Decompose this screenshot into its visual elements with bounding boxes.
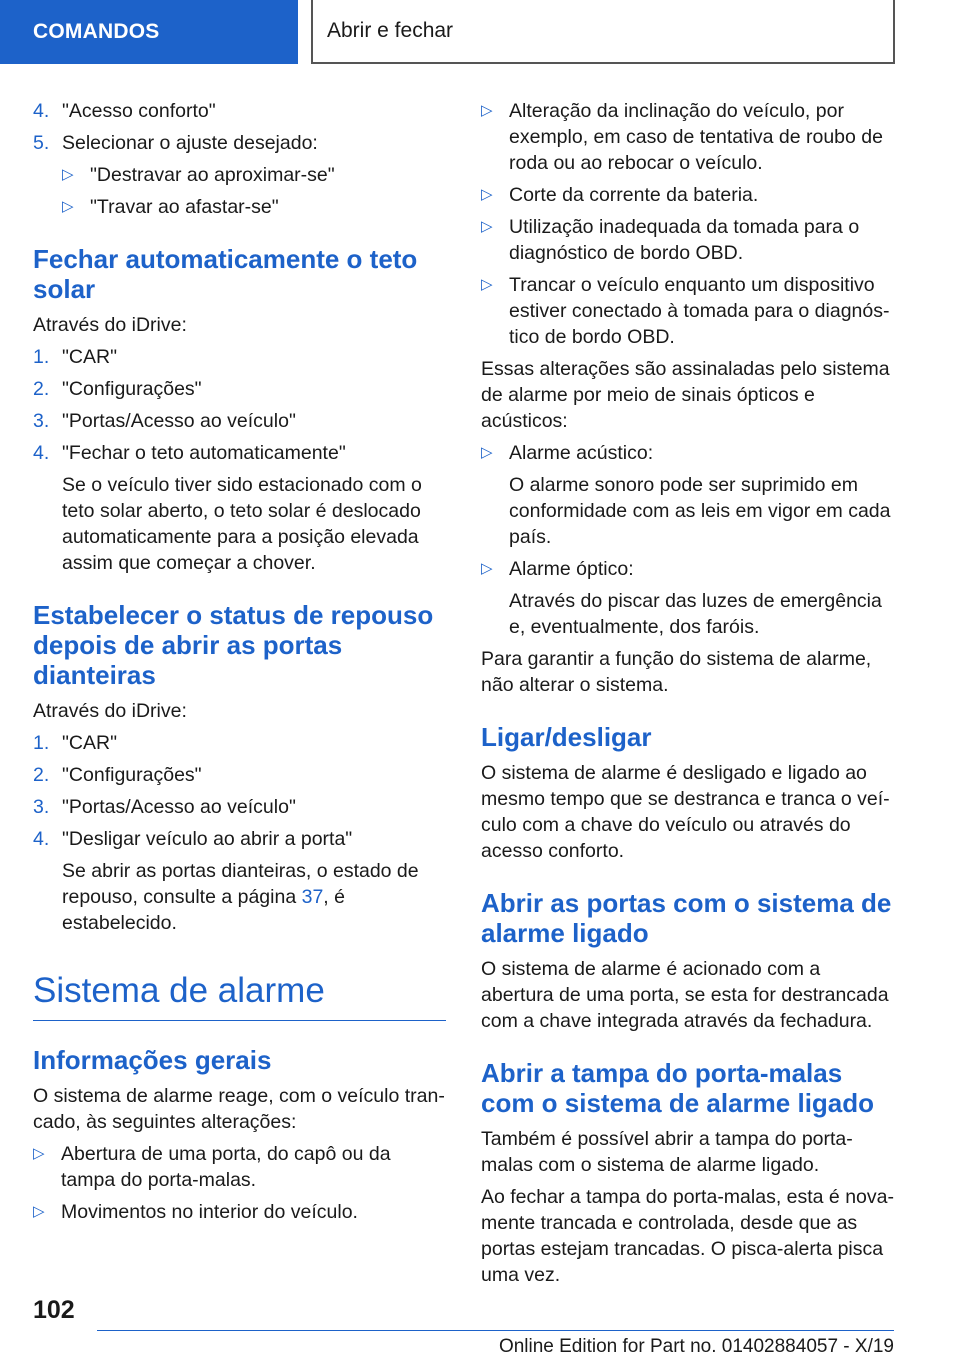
item-text: Movimentos no interior do veículo.	[61, 1201, 358, 1223]
item-number: 4.	[33, 828, 50, 850]
edition-note: Online Edition for Part no. 01402884057 - X/19	[498, 1336, 894, 1357]
bullet-triangle-icon: ▷	[481, 218, 493, 235]
footer-divider	[97, 1330, 894, 1331]
item-text: "Destravar ao aproximar-se"	[90, 164, 335, 186]
bullet-item	[33, 1141, 446, 1193]
bullet-triangle-icon: ▷	[62, 198, 74, 215]
item-number: 4.	[33, 100, 50, 122]
item-text: "Fechar o teto automaticamente"	[62, 442, 346, 464]
page-reference-link[interactable]: 37	[301, 886, 324, 908]
bullet-triangle-icon: ▷	[481, 276, 493, 293]
item-text: "Desligar veículo ao abrir a porta"	[62, 828, 353, 850]
item-text: "CAR"	[62, 346, 118, 368]
item-text: Trancar o veículo enquanto um dispositivo estiver conectado à tomada para o diagnóstico de bordo OBD.	[509, 274, 890, 348]
bullet-triangle-icon: ▷	[481, 102, 493, 119]
chapter-title: Abrir e fechar	[311, 0, 895, 64]
section-heading: Ligar/desligar	[481, 722, 652, 752]
bullet-triangle-icon: ▷	[481, 560, 493, 577]
list-item	[33, 794, 446, 820]
section-heading: Estabelecer o status de repouso depois de abrir as portas dianteiras	[33, 600, 434, 690]
bullet-item	[481, 556, 896, 582]
paragraph: Ao fechar a tampa do porta-malas, esta é novamente trancada e controlada, desde que as portas estejam trancadas. O pisca-alerta pisca uma vez.	[481, 1186, 894, 1286]
right-column	[481, 98, 896, 1294]
section-heading: Abrir a tampa do porta-malas com o sistema de alarme ligado	[481, 1058, 875, 1118]
item-number: 3.	[33, 410, 50, 432]
note-text: Se abrir as portas dianteiras, o estado de repouso, consulte a página	[62, 860, 419, 908]
item-text: Corte da corrente da bateria.	[509, 184, 759, 206]
section-heading: Informações gerais	[33, 1045, 272, 1075]
list-item	[33, 130, 446, 156]
bullet-item	[481, 272, 896, 350]
list-item	[33, 762, 446, 788]
item-note: O alarme sonoro pode ser suprimido em conformidade com as leis em vigor em cada país.	[509, 474, 891, 548]
bullet-triangle-icon: ▷	[62, 166, 74, 183]
sub-list-item	[62, 162, 446, 188]
bullet-item	[481, 98, 896, 176]
page-number: 102	[33, 1296, 75, 1324]
list-item	[33, 826, 446, 852]
item-number: 2.	[33, 378, 50, 400]
item-text: "Configurações"	[62, 764, 202, 786]
item-number: 3.	[33, 796, 50, 818]
paragraph: Através do iDrive:	[33, 314, 187, 336]
item-text: Alarme óptico:	[509, 558, 634, 580]
left-column	[33, 98, 446, 1231]
item-number: 1.	[33, 346, 50, 368]
item-text: "Portas/Acesso ao veículo"	[62, 796, 296, 818]
item-number: 4.	[33, 442, 50, 464]
paragraph: O sistema de alarme é acionado com a abertura de uma porta, se esta for destrancada com a chave integrada através da fechadura.	[481, 958, 889, 1032]
list-item	[33, 376, 446, 402]
item-note: Se o veículo tiver sido estacionado com o teto solar aberto, o teto solar é deslocado automaticamente para a posição elevada assim que começar a chover.	[62, 474, 422, 574]
item-text: "CAR"	[62, 732, 118, 754]
paragraph: Essas alterações são assinaladas pelo sistema de alarme por meio de sinais ópticos e acústicos:	[481, 358, 890, 432]
bullet-triangle-icon: ▷	[481, 186, 493, 203]
list-item	[33, 730, 446, 756]
item-number: 1.	[33, 732, 50, 754]
item-note: Através do piscar das luzes de emergência e, eventualmente, dos faróis.	[509, 590, 882, 638]
bullet-item	[481, 182, 896, 208]
bullet-item	[481, 214, 896, 266]
page-header	[0, 0, 960, 66]
item-note	[62, 858, 446, 936]
paragraph: O sistema de alarme é desligado e ligado ao mesmo tempo que se destranca e tranca o veículo com a chave do veículo ou através do acesso conforto.	[481, 762, 890, 862]
chapter-heading: Sistema de alarme	[33, 970, 446, 1021]
item-text: Alarme acústico:	[509, 442, 654, 464]
item-text: Utilização inadequada da tomada para o diagnóstico de bordo OBD.	[509, 216, 860, 264]
list-item	[33, 344, 446, 370]
section-tab: COMANDOS	[0, 0, 298, 64]
paragraph: O sistema de alarme reage, com o veículo trancado, às seguintes alterações:	[33, 1085, 445, 1133]
item-number: 5.	[33, 132, 50, 154]
bullet-triangle-icon: ▷	[33, 1203, 45, 1220]
list-item	[33, 408, 446, 434]
bullet-triangle-icon: ▷	[481, 444, 493, 461]
item-text: Abertura de uma porta, do capô ou da tampa do porta-malas.	[61, 1143, 391, 1191]
section-heading: Abrir as portas com o sistema de alarme ligado	[481, 888, 892, 948]
item-text: "Portas/Acesso ao veículo"	[62, 410, 296, 432]
item-text: "Acesso conforto"	[62, 100, 216, 122]
paragraph: Para garantir a função do sistema de alarme, não alterar o sistema.	[481, 648, 872, 696]
item-text: "Configurações"	[62, 378, 202, 400]
bullet-item	[33, 1199, 446, 1225]
note-text: , é estabelecido.	[62, 886, 345, 934]
item-text: Alteração da inclinação do veículo, por exemplo, em caso de tentativa de roubo de roda ou ao rebocar o veículo.	[509, 100, 883, 174]
item-number: 2.	[33, 764, 50, 786]
item-text: Selecionar o ajuste desejado:	[62, 132, 318, 154]
paragraph: Também é possível abrir a tampa do porta-malas com o sistema de alarme ligado.	[481, 1128, 853, 1176]
bullet-triangle-icon: ▷	[33, 1145, 45, 1162]
list-item	[33, 440, 446, 466]
item-text: "Travar ao afastar-se"	[90, 196, 279, 218]
paragraph: Através do iDrive:	[33, 700, 187, 722]
bullet-item	[481, 440, 896, 466]
list-item	[33, 98, 446, 124]
section-heading: Fechar automaticamente o teto solar	[33, 244, 418, 304]
sub-list-item	[62, 194, 446, 220]
